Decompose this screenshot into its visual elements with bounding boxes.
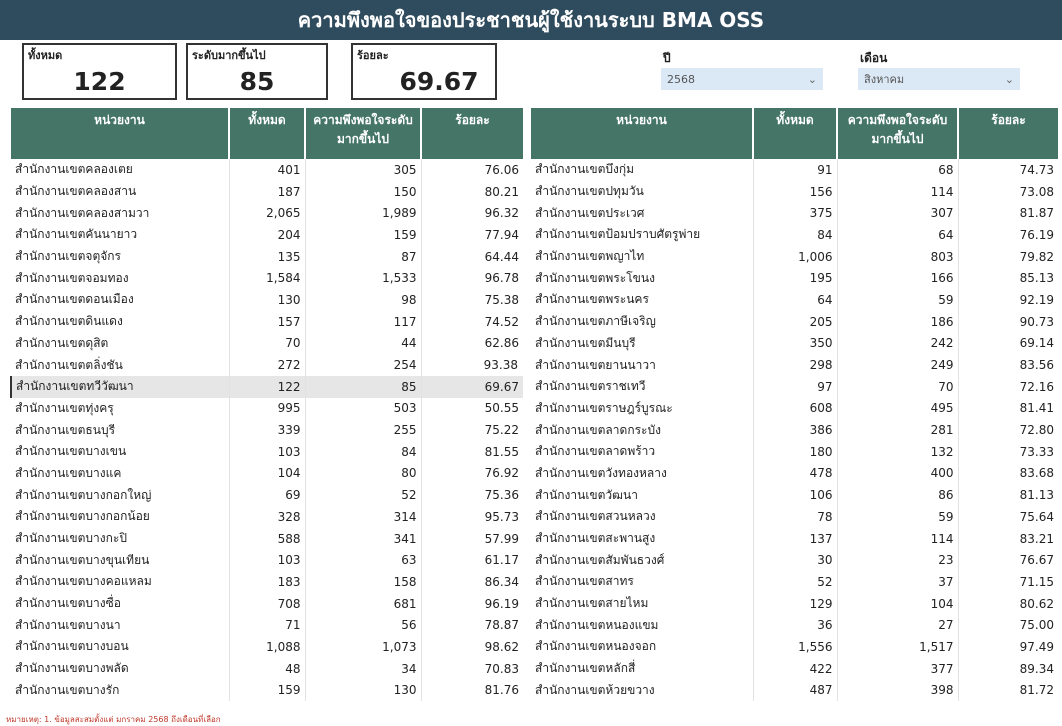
district-name-cell: สำนักงานเขตคันนายาว bbox=[11, 224, 229, 246]
total-cell: 180 bbox=[753, 441, 837, 463]
satisfied-cell: 377 bbox=[837, 658, 958, 680]
district-name-cell: สำนักงานเขตวังทองหลาง bbox=[531, 463, 753, 485]
kpi-percent-card bbox=[351, 43, 497, 100]
satisfied-cell: 117 bbox=[305, 311, 421, 333]
kpi-total-label: ทั้งหมด bbox=[28, 49, 63, 62]
column-header-total[interactable]: ทั้งหมด bbox=[229, 108, 305, 159]
total-cell: 103 bbox=[229, 441, 305, 463]
total-cell: 708 bbox=[229, 593, 305, 615]
percent-cell: 81.72 bbox=[1019, 683, 1054, 698]
table-row[interactable] bbox=[11, 528, 523, 550]
district-name-cell: สำนักงานเขตยานนาวา bbox=[531, 354, 753, 376]
table-row[interactable] bbox=[531, 549, 1058, 571]
table-row[interactable] bbox=[531, 593, 1058, 615]
district-name-cell: สำนักงานเขตบางเขน bbox=[11, 441, 229, 463]
total-cell: 30 bbox=[753, 549, 837, 571]
table-row[interactable] bbox=[531, 267, 1058, 289]
percent-cell: 96.78 bbox=[484, 271, 519, 286]
district-name-cell: สำนักงานเขตภาษีเจริญ bbox=[531, 311, 753, 333]
total-cell: 69 bbox=[229, 484, 305, 506]
district-name-cell: สำนักงานเขตลาดพร้าว bbox=[531, 441, 753, 463]
district-name-cell: สำนักงานเขตทุ่งครุ bbox=[11, 398, 229, 420]
satisfied-cell: 166 bbox=[837, 267, 958, 289]
table-row[interactable] bbox=[11, 614, 523, 636]
district-name-cell: สำนักงานเขตบางขุนเทียน bbox=[11, 549, 229, 571]
table-row[interactable] bbox=[11, 181, 523, 203]
district-name-cell: สำนักงานเขตบึงกุ่ม bbox=[531, 159, 753, 181]
percent-cell: 95.73 bbox=[484, 509, 519, 524]
satisfied-cell: 27 bbox=[837, 614, 958, 636]
total-cell: 328 bbox=[229, 506, 305, 528]
table-row[interactable] bbox=[11, 289, 523, 311]
satisfied-cell: 400 bbox=[837, 463, 958, 485]
district-name-cell: สำนักงานเขตหนองแขม bbox=[531, 614, 753, 636]
table-row[interactable] bbox=[531, 528, 1058, 550]
district-name-cell: สำนักงานเขตลาดกระบัง bbox=[531, 419, 753, 441]
percent-cell: 75.36 bbox=[484, 488, 519, 503]
column-header-satisfied[interactable]: ความพึงพอใจระดับมากขึ้นไป bbox=[305, 108, 421, 159]
satisfied-cell: 84 bbox=[305, 441, 421, 463]
table-row[interactable] bbox=[531, 441, 1058, 463]
column-header-district[interactable]: หน่วยงาน bbox=[11, 108, 229, 159]
table-row[interactable] bbox=[11, 224, 523, 246]
total-cell: 487 bbox=[753, 680, 837, 702]
satisfied-cell: 186 bbox=[837, 311, 958, 333]
total-cell: 97 bbox=[753, 376, 837, 398]
district-table-right bbox=[531, 108, 1058, 701]
chevron-down-icon: ⌄ bbox=[1004, 72, 1014, 86]
table-row[interactable] bbox=[11, 333, 523, 355]
total-cell: 375 bbox=[753, 202, 837, 224]
satisfied-cell: 59 bbox=[837, 506, 958, 528]
kpi-satisfied-label: ระดับมากขึ้นไป bbox=[192, 49, 266, 62]
satisfied-cell: 68 bbox=[837, 159, 958, 181]
total-cell: 588 bbox=[229, 528, 305, 550]
district-name-cell: สำนักงานเขตตลิ่งชัน bbox=[11, 354, 229, 376]
satisfied-cell: 44 bbox=[305, 333, 421, 355]
district-name-cell: สำนักงานเขตบางกะปิ bbox=[11, 528, 229, 550]
total-cell: 157 bbox=[229, 311, 305, 333]
percent-cell: 73.08 bbox=[1019, 184, 1054, 199]
total-cell: 70 bbox=[229, 333, 305, 355]
percent-cell: 69.14 bbox=[1019, 336, 1054, 351]
table-row[interactable] bbox=[11, 159, 523, 181]
total-cell: 71 bbox=[229, 614, 305, 636]
percent-cell: 61.17 bbox=[484, 553, 519, 568]
total-cell: 1,556 bbox=[753, 636, 837, 658]
district-name-cell: สำนักงานเขตบางคอแหลม bbox=[11, 571, 229, 593]
chevron-down-icon: ⌄ bbox=[807, 72, 817, 86]
total-cell: 106 bbox=[753, 484, 837, 506]
satisfied-cell: 132 bbox=[837, 441, 958, 463]
satisfied-cell: 1,989 bbox=[305, 202, 421, 224]
column-header-percent[interactable]: ร้อยละ bbox=[958, 108, 1058, 159]
percent-cell: 76.19 bbox=[1019, 227, 1054, 242]
total-cell: 298 bbox=[753, 354, 837, 376]
kpi-percent-value: 69.67 bbox=[399, 67, 479, 96]
total-cell: 350 bbox=[753, 333, 837, 355]
district-name-cell: สำนักงานเขตบางพลัด bbox=[11, 658, 229, 680]
satisfied-cell: 158 bbox=[305, 571, 421, 593]
satisfied-cell: 281 bbox=[837, 419, 958, 441]
percent-cell: 57.99 bbox=[484, 531, 519, 546]
table-row[interactable] bbox=[531, 463, 1058, 485]
year-filter-select[interactable] bbox=[661, 68, 823, 90]
satisfied-cell: 681 bbox=[305, 593, 421, 615]
total-cell: 52 bbox=[753, 571, 837, 593]
percent-cell: 69.67 bbox=[421, 376, 523, 398]
table-row[interactable] bbox=[531, 419, 1058, 441]
total-cell: 2,065 bbox=[229, 202, 305, 224]
district-name-cell: สำนักงานเขตบางกอกน้อย bbox=[11, 506, 229, 528]
table-row[interactable] bbox=[531, 202, 1058, 224]
total-cell: 386 bbox=[753, 419, 837, 441]
satisfied-cell: 341 bbox=[305, 528, 421, 550]
satisfied-cell: 86 bbox=[837, 484, 958, 506]
satisfied-cell: 249 bbox=[837, 354, 958, 376]
percent-cell: 80.21 bbox=[484, 184, 519, 199]
total-cell: 78 bbox=[753, 506, 837, 528]
table-row[interactable] bbox=[11, 571, 523, 593]
total-cell: 995 bbox=[229, 398, 305, 420]
satisfied-cell: 70 bbox=[837, 376, 958, 398]
percent-cell: 83.21 bbox=[1019, 531, 1054, 546]
satisfied-cell: 503 bbox=[305, 398, 421, 420]
total-cell: 48 bbox=[229, 658, 305, 680]
percent-cell: 89.34 bbox=[1019, 661, 1054, 676]
district-name-cell: สำนักงานเขตวัฒนา bbox=[531, 484, 753, 506]
percent-cell: 76.92 bbox=[484, 466, 519, 481]
footnote: หมายเหตุ: 1. ข้อมูลสะสมตั้งแต่ มกราคม 2568 ถึงเดือนที่เลือก bbox=[6, 715, 221, 724]
total-cell: 1,006 bbox=[753, 246, 837, 268]
table-row[interactable] bbox=[11, 246, 523, 268]
total-cell: 1,584 bbox=[229, 267, 305, 289]
satisfied-cell: 104 bbox=[837, 593, 958, 615]
district-name-cell: สำนักงานเขตประเวศ bbox=[531, 202, 753, 224]
district-name-cell: สำนักงานเขตปทุมวัน bbox=[531, 181, 753, 203]
table-row[interactable] bbox=[11, 311, 523, 333]
district-name-cell: สำนักงานเขตบางรัก bbox=[11, 680, 229, 702]
district-name-cell: สำนักงานเขตราษฎร์บูรณะ bbox=[531, 398, 753, 420]
table-row[interactable] bbox=[11, 680, 523, 702]
total-cell: 401 bbox=[229, 159, 305, 181]
percent-cell: 77.94 bbox=[484, 227, 519, 242]
total-cell: 36 bbox=[753, 614, 837, 636]
percent-cell: 83.56 bbox=[1019, 358, 1054, 373]
satisfied-cell: 305 bbox=[305, 159, 421, 181]
district-name-cell: สำนักงานเขตหนองจอก bbox=[531, 636, 753, 658]
satisfied-cell: 254 bbox=[305, 354, 421, 376]
column-header-percent[interactable]: ร้อยละ bbox=[421, 108, 523, 159]
kpi-satisfied-card bbox=[186, 43, 328, 100]
column-header-district[interactable]: หน่วยงาน bbox=[531, 108, 753, 159]
district-name-cell: สำนักงานเขตบางบอน bbox=[11, 636, 229, 658]
total-cell: 195 bbox=[753, 267, 837, 289]
satisfied-cell: 150 bbox=[305, 181, 421, 203]
percent-cell: 78.87 bbox=[484, 618, 519, 633]
district-name-cell: สำนักงานเขตดินแดง bbox=[11, 311, 229, 333]
total-cell: 159 bbox=[229, 680, 305, 702]
total-cell: 103 bbox=[229, 549, 305, 571]
table-row[interactable] bbox=[11, 549, 523, 571]
percent-cell: 93.38 bbox=[483, 358, 518, 373]
table-row[interactable] bbox=[11, 202, 523, 224]
percent-cell: 72.16 bbox=[1019, 379, 1054, 394]
district-name-cell: สำนักงานเขตบางแค bbox=[11, 463, 229, 485]
district-name-cell: สำนักงานเขตสวนหลวง bbox=[531, 506, 753, 528]
total-cell: 104 bbox=[229, 463, 305, 485]
percent-cell: 62.86 bbox=[484, 336, 519, 351]
column-header-total[interactable]: ทั้งหมด bbox=[753, 108, 837, 159]
district-name-cell: สำนักงานเขตบางกอกใหญ่ bbox=[11, 484, 229, 506]
percent-cell: 73.33 bbox=[1019, 444, 1054, 459]
percent-cell: 81.41 bbox=[1019, 401, 1054, 416]
table-row[interactable] bbox=[531, 289, 1058, 311]
year-filter-value: 2568 bbox=[667, 72, 695, 86]
percent-cell: 85.13 bbox=[1019, 271, 1054, 286]
month-filter-label: เดือน bbox=[860, 51, 888, 65]
percent-cell: 79.82 bbox=[1019, 249, 1054, 264]
table-row[interactable] bbox=[531, 398, 1058, 420]
district-name-cell: สำนักงานเขตคลองสาน bbox=[11, 181, 229, 203]
kpi-total-value: 122 bbox=[73, 67, 126, 96]
district-name-cell: สำนักงานเขตดุสิต bbox=[11, 333, 229, 355]
percent-cell: 75.22 bbox=[484, 423, 519, 438]
district-name-cell: สำนักงานเขตบางนา bbox=[11, 614, 229, 636]
district-name-cell: สำนักงานเขตมีนบุรี bbox=[531, 333, 753, 355]
table-row[interactable] bbox=[531, 246, 1058, 268]
satisfied-cell: 34 bbox=[305, 658, 421, 680]
table-row[interactable] bbox=[531, 224, 1058, 246]
satisfied-cell: 23 bbox=[837, 549, 958, 571]
percent-cell: 81.76 bbox=[484, 683, 519, 698]
total-cell: 205 bbox=[753, 311, 837, 333]
total-cell: 135 bbox=[229, 246, 305, 268]
percent-cell: 64.44 bbox=[484, 249, 519, 264]
kpi-total-card bbox=[22, 43, 177, 100]
table-row[interactable] bbox=[531, 658, 1058, 680]
district-name-cell: สำนักงานเขตธนบุรี bbox=[11, 419, 229, 441]
percent-cell: 97.49 bbox=[1019, 639, 1054, 654]
percent-cell: 86.34 bbox=[484, 574, 519, 589]
table-row[interactable] bbox=[11, 484, 523, 506]
page-title: ความพึงพอใจของประชาชนผู้ใช้งานระบบ BMA OSS bbox=[297, 8, 765, 32]
table-row[interactable] bbox=[531, 506, 1058, 528]
table-row[interactable] bbox=[531, 571, 1058, 593]
district-name-cell: สำนักงานเขตหลักสี่ bbox=[531, 658, 753, 680]
satisfied-cell: 803 bbox=[837, 246, 958, 268]
table-row[interactable] bbox=[11, 376, 523, 398]
percent-cell: 90.73 bbox=[1019, 314, 1054, 329]
percent-cell: 70.83 bbox=[484, 661, 519, 676]
percent-cell: 81.13 bbox=[1019, 488, 1054, 503]
percent-cell: 92.19 bbox=[1019, 292, 1054, 307]
table-row[interactable] bbox=[531, 159, 1058, 181]
satisfied-cell: 398 bbox=[837, 680, 958, 702]
percent-cell: 83.68 bbox=[1019, 466, 1054, 481]
satisfied-cell: 255 bbox=[305, 419, 421, 441]
district-name-cell: สำนักงานเขตห้วยขวาง bbox=[531, 680, 753, 702]
district-name-cell: สำนักงานเขตสายไหม bbox=[531, 593, 753, 615]
table-row[interactable] bbox=[531, 333, 1058, 355]
district-table-left bbox=[10, 108, 524, 701]
total-cell: 129 bbox=[753, 593, 837, 615]
table-row[interactable] bbox=[11, 441, 523, 463]
total-cell: 1,088 bbox=[229, 636, 305, 658]
satisfied-cell: 314 bbox=[305, 506, 421, 528]
percent-cell: 74.73 bbox=[1019, 162, 1054, 177]
percent-cell: 71.15 bbox=[1019, 574, 1054, 589]
satisfied-cell: 1,073 bbox=[305, 636, 421, 658]
table-row[interactable] bbox=[531, 311, 1058, 333]
title-banner bbox=[0, 0, 1062, 40]
percent-cell: 75.64 bbox=[1019, 509, 1054, 524]
total-cell: 156 bbox=[753, 181, 837, 203]
district-name-cell: สำนักงานเขตราชเทวี bbox=[531, 376, 753, 398]
total-cell: 64 bbox=[753, 289, 837, 311]
table-row[interactable] bbox=[11, 636, 523, 658]
percent-cell: 50.55 bbox=[484, 401, 519, 416]
satisfied-cell: 98 bbox=[305, 289, 421, 311]
percent-cell: 76.67 bbox=[1019, 553, 1054, 568]
satisfied-cell: 59 bbox=[837, 289, 958, 311]
district-name-cell: สำนักงานเขตคลองเตย bbox=[11, 159, 229, 181]
satisfied-cell: 85 bbox=[305, 376, 421, 398]
satisfied-cell: 1,517 bbox=[837, 636, 958, 658]
total-cell: 183 bbox=[229, 571, 305, 593]
total-cell: 339 bbox=[229, 419, 305, 441]
district-name-cell: สำนักงานเขตจตุจักร bbox=[11, 246, 229, 268]
table-row[interactable] bbox=[531, 354, 1058, 376]
satisfied-cell: 114 bbox=[837, 181, 958, 203]
satisfied-cell: 56 bbox=[305, 614, 421, 636]
table-row[interactable] bbox=[11, 419, 523, 441]
percent-cell: 96.19 bbox=[484, 596, 519, 611]
district-name-cell: สำนักงานเขตพระนคร bbox=[531, 289, 753, 311]
table-row[interactable] bbox=[11, 593, 523, 615]
total-cell: 84 bbox=[753, 224, 837, 246]
district-name-cell: สำนักงานเขตจอมทอง bbox=[11, 267, 229, 289]
table-row[interactable] bbox=[531, 614, 1058, 636]
satisfied-cell: 87 bbox=[305, 246, 421, 268]
district-name-cell: สำนักงานเขตพญาไท bbox=[531, 246, 753, 268]
total-cell: 478 bbox=[753, 463, 837, 485]
satisfied-cell: 242 bbox=[837, 333, 958, 355]
satisfied-cell: 307 bbox=[837, 202, 958, 224]
total-cell: 204 bbox=[229, 224, 305, 246]
satisfied-cell: 1,533 bbox=[305, 267, 421, 289]
percent-cell: 81.55 bbox=[484, 444, 519, 459]
table-row[interactable] bbox=[11, 267, 523, 289]
satisfied-cell: 130 bbox=[305, 680, 421, 702]
kpi-percent-label: ร้อยละ bbox=[357, 49, 389, 62]
district-name-cell: สำนักงานเขตสะพานสูง bbox=[531, 528, 753, 550]
month-filter-select[interactable] bbox=[858, 68, 1020, 90]
table-row[interactable] bbox=[531, 376, 1058, 398]
total-cell: 272 bbox=[229, 354, 305, 376]
satisfied-cell: 114 bbox=[837, 528, 958, 550]
district-name-cell: สำนักงานเขตทวีวัฒนา bbox=[11, 376, 229, 398]
total-cell: 91 bbox=[753, 159, 837, 181]
table-row[interactable] bbox=[531, 680, 1058, 702]
percent-cell: 80.62 bbox=[1019, 596, 1054, 611]
percent-cell: 96.32 bbox=[484, 206, 519, 221]
district-name-cell: สำนักงานเขตพระโขนง bbox=[531, 267, 753, 289]
total-cell: 122 bbox=[229, 376, 305, 398]
district-name-cell: สำนักงานเขตสาทร bbox=[531, 571, 753, 593]
percent-cell: 76.06 bbox=[484, 162, 519, 177]
percent-cell: 75.00 bbox=[1019, 618, 1054, 633]
table-row[interactable] bbox=[11, 658, 523, 680]
table-row[interactable] bbox=[11, 398, 523, 420]
total-cell: 422 bbox=[753, 658, 837, 680]
percent-cell: 98.62 bbox=[484, 639, 519, 654]
total-cell: 130 bbox=[229, 289, 305, 311]
percent-cell: 75.38 bbox=[484, 292, 519, 307]
kpi-satisfied-value: 85 bbox=[239, 67, 275, 96]
total-cell: 608 bbox=[753, 398, 837, 420]
district-name-cell: สำนักงานเขตคลองสามวา bbox=[11, 202, 229, 224]
satisfied-cell: 495 bbox=[837, 398, 958, 420]
satisfied-cell: 159 bbox=[305, 224, 421, 246]
satisfied-cell: 64 bbox=[837, 224, 958, 246]
table-row[interactable] bbox=[531, 636, 1058, 658]
percent-cell: 81.87 bbox=[1019, 206, 1054, 221]
total-cell: 187 bbox=[229, 181, 305, 203]
satisfied-cell: 63 bbox=[305, 549, 421, 571]
percent-cell: 74.52 bbox=[484, 314, 519, 329]
table-row[interactable] bbox=[11, 463, 523, 485]
satisfied-cell: 52 bbox=[305, 484, 421, 506]
satisfied-cell: 80 bbox=[305, 463, 421, 485]
table-row[interactable] bbox=[531, 181, 1058, 203]
table-row[interactable] bbox=[531, 484, 1058, 506]
satisfied-cell: 37 bbox=[837, 571, 958, 593]
district-name-cell: สำนักงานเขตดอนเมือง bbox=[11, 289, 229, 311]
year-filter-label: ปี bbox=[663, 51, 671, 65]
table-row[interactable] bbox=[11, 506, 523, 528]
table-row[interactable] bbox=[11, 354, 523, 376]
month-filter-value: สิงหาคม bbox=[864, 73, 905, 86]
total-cell: 137 bbox=[753, 528, 837, 550]
district-name-cell: สำนักงานเขตบางซื่อ bbox=[11, 593, 229, 615]
percent-cell: 72.80 bbox=[1019, 423, 1054, 438]
column-header-satisfied[interactable]: ความพึงพอใจระดับมากขึ้นไป bbox=[837, 108, 958, 159]
district-name-cell: สำนักงานเขตสัมพันธวงศ์ bbox=[531, 549, 753, 571]
district-name-cell: สำนักงานเขตป้อมปราบศัตรูพ่าย bbox=[531, 224, 753, 246]
